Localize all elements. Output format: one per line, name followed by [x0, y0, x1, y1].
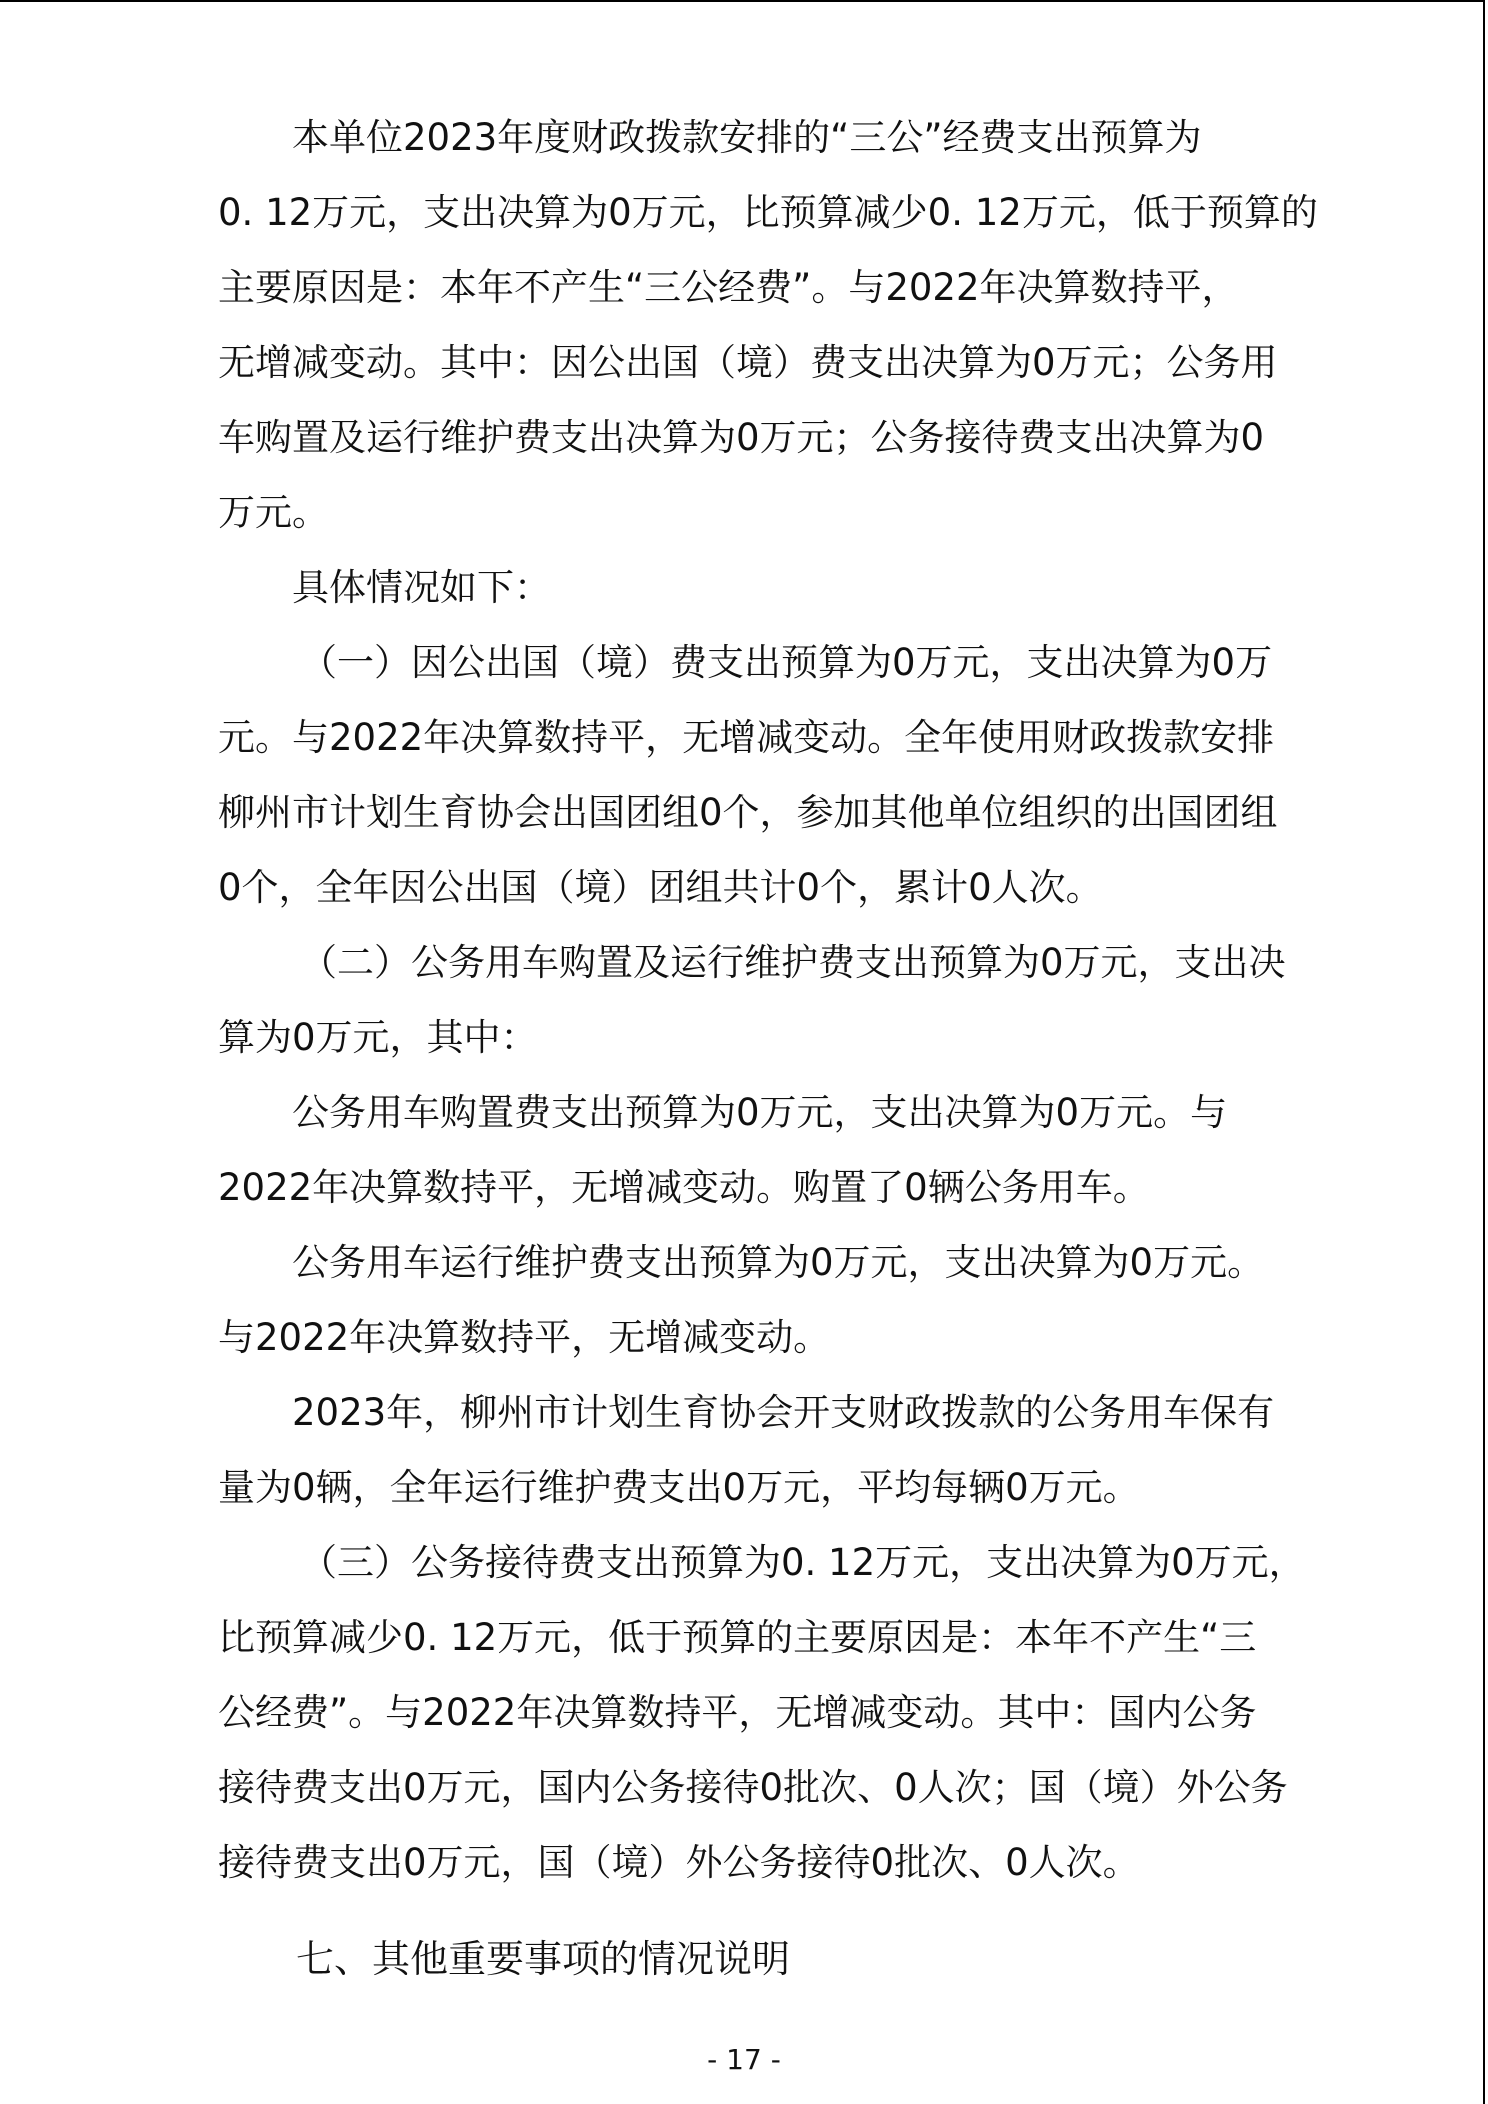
paragraph-official-reception — [218, 1525, 1306, 1900]
text-line: 算为0万元，其中： — [218, 1016, 538, 1059]
paragraph-details-intro — [218, 550, 1288, 625]
paragraph-vehicle-holdings — [218, 1375, 1288, 1525]
text-line: 本单位2023年度财政拨款安排的“三公”经费支出预算为 — [292, 116, 1202, 159]
text-line: 与2022年决算数持平，无增减变动。 — [218, 1316, 831, 1359]
page-number: - 17 - — [707, 2043, 781, 2076]
text-line: 车购置及运行维护费支出决算为0万元；公务接待费支出决算为0 — [218, 416, 1265, 459]
text-line: （一）因公出国（境）费支出预算为0万元，支出决算为0万 — [300, 641, 1273, 684]
paragraph-overseas-travel — [218, 625, 1288, 925]
text-line: 元。与2022年决算数持平，无增减变动。全年使用财政拨款安排 — [218, 716, 1275, 759]
text-line: 公务用车运行维护费支出预算为0万元，支出决算为0万元。 — [292, 1241, 1265, 1284]
text-line: 0. 12万元，支出决算为0万元，比预算减少0. 12万元，低于预算的 — [218, 191, 1318, 234]
text-line: 无增减变动。其中：因公出国（境）费支出决算为0万元；公务用 — [218, 341, 1278, 384]
paragraph-vehicle-maintenance — [218, 1225, 1288, 1375]
text-line: 接待费支出0万元，国内公务接待0批次、0人次；国（境）外公务 — [218, 1766, 1288, 1809]
text-line: （二）公务用车购置及运行维护费支出预算为0万元，支出决 — [300, 941, 1286, 984]
paragraph-vehicle-purchase — [218, 1075, 1288, 1225]
text-line: 2022年决算数持平，无增减变动。购置了0辆公务用车。 — [218, 1166, 1150, 1209]
spacer — [218, 1900, 1288, 1922]
text-line: 0个，全年因公出国（境）团组共计0个，累计0人次。 — [218, 866, 1103, 909]
text-line: 具体情况如下： — [292, 566, 551, 609]
text-line: 接待费支出0万元，国（境）外公务接待0批次、0人次。 — [218, 1841, 1140, 1884]
text-line: 量为0辆，全年运行维护费支出0万元，平均每辆0万元。 — [218, 1466, 1140, 1509]
text-line: 柳州市计划生育协会出国团组0个，参加其他单位组织的出国团组 — [218, 791, 1278, 834]
text-line: （三）公务接待费支出预算为0. 12万元，支出决算为0万元， — [300, 1541, 1306, 1584]
paragraph-sangong-summary — [218, 100, 1318, 550]
text-line: 公务用车购置费支出预算为0万元，支出决算为0万元。与 — [292, 1091, 1228, 1134]
text-line: 万元。 — [218, 491, 329, 534]
section-heading: 七、其他重要事项的情况说明 — [296, 1937, 791, 1981]
text-line: 比预算减少0. 12万元，低于预算的主要原因是：本年不产生“三 — [218, 1616, 1257, 1659]
text-line: 公经费”。与2022年决算数持平，无增减变动。其中：国内公务 — [218, 1691, 1257, 1734]
paragraph-official-vehicles — [218, 925, 1288, 1075]
text-line: 2023年，柳州市计划生育协会开支财政拨款的公务用车保有 — [292, 1391, 1275, 1434]
document-body — [218, 100, 1318, 1997]
text-line: 主要原因是：本年不产生“三公经费”。与2022年决算数持平， — [218, 266, 1239, 309]
